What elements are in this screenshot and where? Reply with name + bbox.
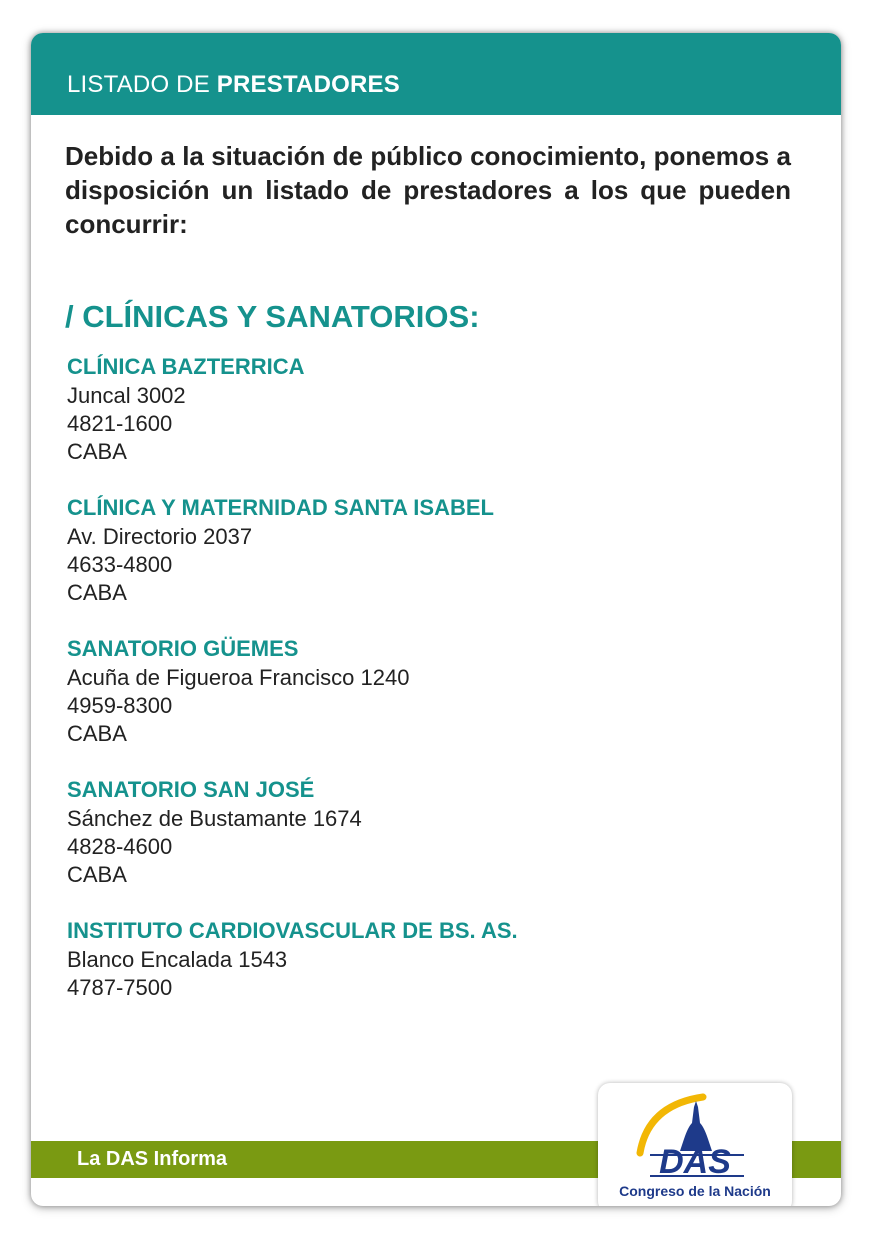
provider-item — [67, 493, 767, 607]
provider-phone: 4959-8300 — [67, 693, 173, 718]
provider-address: Av. Directorio 2037 — [67, 524, 253, 549]
provider-city: CABA — [67, 721, 127, 746]
provider-item — [67, 916, 767, 1002]
provider-address: Juncal 3002 — [67, 383, 186, 408]
provider-item — [67, 775, 767, 889]
logo-caption: Congreso de la Nación — [619, 1183, 771, 1199]
page-title — [67, 71, 400, 99]
provider-item — [67, 352, 767, 466]
provider-phone: 4821-1600 — [67, 411, 173, 436]
das-logo — [598, 1083, 792, 1206]
document-card — [31, 33, 841, 1206]
logo-wordmark: DAS — [659, 1143, 731, 1181]
provider-address: Sánchez de Bustamante 1674 — [67, 806, 362, 831]
provider-name: CLÍNICA BAZTERRICA — [67, 354, 305, 379]
title-prefix: LISTADO DE — [67, 71, 217, 98]
provider-name: SANATORIO SAN JOSÉ — [67, 777, 315, 802]
provider-name: SANATORIO GÜEMES — [67, 636, 299, 661]
provider-city: CABA — [67, 862, 127, 887]
provider-item — [67, 634, 767, 748]
provider-name: INSTITUTO CARDIOVASCULAR DE BS. AS. — [67, 918, 518, 943]
provider-phone: 4787-7500 — [67, 975, 173, 1000]
footer-label: La DAS Informa — [77, 1148, 228, 1170]
intro-paragraph: Debido a la situación de público conocimiento, ponemos a disposición un listado de prestadores a los que pueden concurrir: — [65, 141, 791, 239]
provider-city: CABA — [67, 439, 127, 464]
provider-address: Blanco Encalada 1543 — [67, 947, 288, 972]
provider-name: CLÍNICA Y MATERNIDAD SANTA ISABEL — [67, 495, 494, 520]
provider-address: Acuña de Figueroa Francisco 1240 — [67, 665, 410, 690]
section-title: / CLÍNICAS Y SANATORIOS: — [65, 299, 480, 334]
provider-phone: 4633-4800 — [67, 552, 173, 577]
provider-city: CABA — [67, 580, 127, 605]
provider-phone: 4828-4600 — [67, 834, 173, 859]
header-bar — [31, 33, 841, 115]
title-bold: PRESTADORES — [216, 71, 400, 98]
provider-list — [67, 352, 767, 1029]
